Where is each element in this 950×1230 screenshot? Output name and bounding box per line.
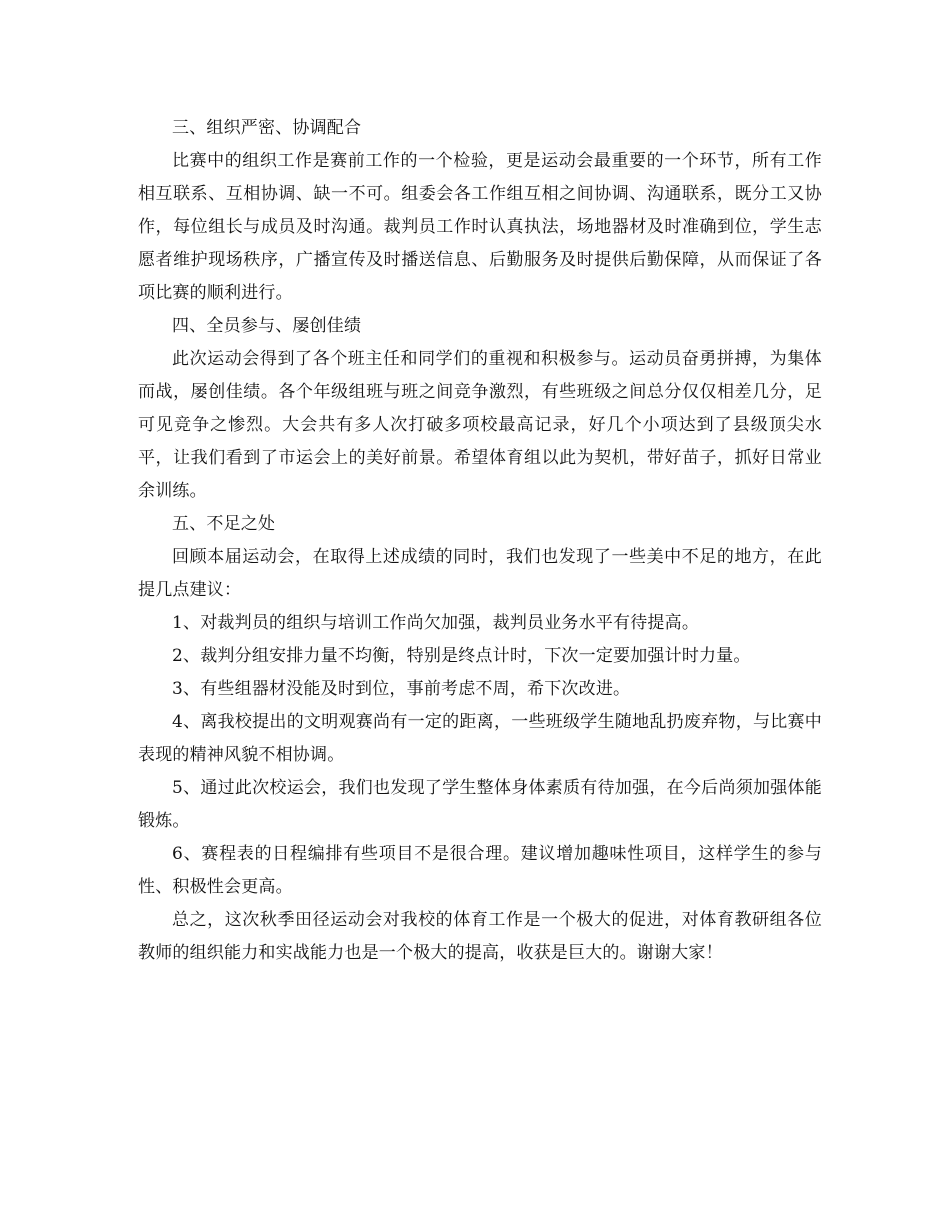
paragraph-shortcomings-intro: 回顾本届运动会，在取得上述成绩的同时，我们也发现了一些美中不足的地方，在此提几点建议： (138, 547, 822, 600)
paragraph-participation: 此次运动会得到了各个班主任和同学们的重视和积极参与。运动员奋勇拼搏，为集体而战，屡创佳绩。各个年级组班与班之间竞争激烈，有些班级之间总分仅仅相差几分，足可见竞争之惨烈。大会共有多人次打破多项校最高记录，好几个小项达到了县级顶尖水平，让我们看到了市运会上的美好前景。希望体育组以此为契机，带好苗子，抓好日常业余训练。 (138, 349, 822, 501)
paragraph-organization: 比赛中的组织工作是赛前工作的一个检验，更是运动会最重要的一个环节，所有工作相互联系、互相协调、缺一不可。组委会各工作组互相之间协调、沟通联系，既分工又协作，每位组长与成员及时沟通。裁判员工作时认真执法，场地器材及时准确到位，学生志愿者维护现场秩序，广播宣传及时播送信息、后勤服务及时提供后勤保障，从而保证了各项比赛的顺利进行。 (138, 151, 822, 303)
section-heading-participation: 四、全员参与、屡创佳绩 (172, 316, 362, 336)
suggestion-item-1: 1、对裁判员的组织与培训工作尚欠加强，裁判员业务水平有待提高。 (172, 613, 700, 633)
section-heading-organization: 三、组织严密、协调配合 (172, 118, 362, 138)
suggestion-item-3: 3、有些组器材没能及时到位，事前考虑不周，希下次改进。 (172, 679, 631, 699)
document-body (138, 112, 822, 970)
suggestion-item-5: 5、通过此次校运会，我们也发现了学生整体身体素质有待加强，在今后尚须加强体能锻炼。 (138, 778, 822, 831)
suggestion-item-2: 2、裁判分组安排力量不均衡，特别是终点计时，下次一定要加强计时力量。 (172, 646, 751, 666)
suggestion-item-6: 6、赛程表的日程编排有些项目不是很合理。建议增加趣味性项目，这样学生的参与性、积极性会更高。 (138, 844, 822, 897)
suggestion-item-4: 4、离我校提出的文明观赛尚有一定的距离，一些班级学生随地乱扔废弃物，与比赛中表现的精神风貌不相协调。 (138, 712, 822, 765)
paragraph-conclusion: 总之，这次秋季田径运动会对我校的体育工作是一个极大的促进，对体育教研组各位教师的组织能力和实战能力也是一个极大的提高，收获是巨大的。谢谢大家！ (138, 910, 822, 963)
section-heading-shortcomings: 五、不足之处 (172, 514, 276, 534)
